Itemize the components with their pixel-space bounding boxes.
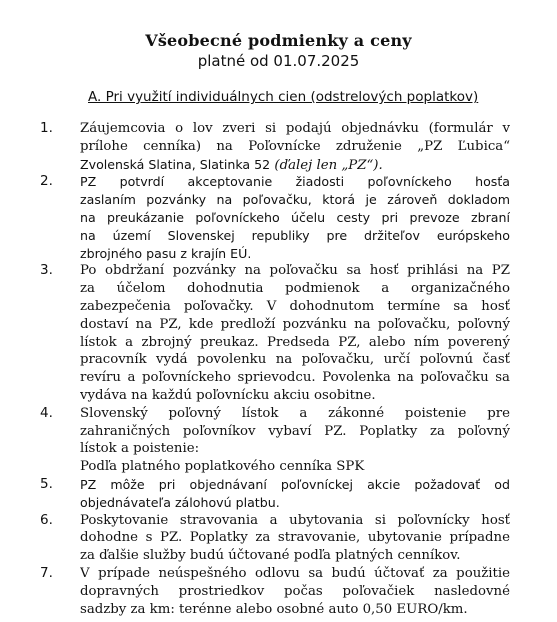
conditions-list bbox=[40, 120, 510, 618]
item-line: objednávateľa zálohovú platbu. bbox=[80, 494, 280, 510]
item-line: PZ potvrdí akceptovanie žiadosti poľovníckeho hosťa bbox=[80, 174, 510, 190]
item-line: pracovník vydá povolenku na poľovačku, určí poľovnú časť bbox=[80, 352, 510, 368]
item-line: prílohe cenníka) na Poľovnícke združenie „PZ Ľubica“ bbox=[80, 138, 510, 154]
item-line: za účelom dohodnutia podmienok a organizačného bbox=[80, 281, 510, 297]
item-line: zbrojného pasu z krajín EÚ. bbox=[80, 245, 252, 261]
document-subtitle: platné od 01.07.2025 bbox=[197, 52, 360, 70]
item-line: Slovenský poľovný lístok a zákonné poistenie pre bbox=[80, 405, 510, 421]
item-line: zahraničných poľovníkov vybaví PZ. Poplatky za poľovný bbox=[80, 423, 510, 439]
document-title: Všeobecné podmienky a ceny bbox=[145, 31, 412, 50]
item-line: revíru a poľovníckeho sprievodcu. Povolenka na poľovačku sa bbox=[80, 370, 510, 386]
item-line: lístok a poistenie: bbox=[80, 441, 200, 457]
item-line: dohodne s PZ. Poplatky za stravovanie, ubytovanie prípadne bbox=[80, 530, 510, 546]
item-number: 6. bbox=[40, 511, 53, 528]
item-line: za ďalšie služby budú účtované podľa platných cenníkov. bbox=[80, 548, 461, 564]
item-number: 3. bbox=[40, 262, 53, 279]
item-line: zabezpečenia poľovačky. V dohodnutom termíne sa hosť bbox=[80, 298, 510, 314]
item-line: zaslaním pozvánky na poľovačku, ktorá je zároveň dokladom bbox=[80, 192, 510, 208]
item-line bbox=[80, 156, 510, 174]
item-line: Poskytovanie stravovania a ubytovania si poľovnícky hosť bbox=[80, 512, 510, 528]
item-number: 5. bbox=[40, 475, 53, 492]
item-line: V prípade neúspešného odlovu sa budú účtovať za použitie bbox=[80, 565, 510, 581]
item-line: vydáva na každú poľovnícku akciu osobitne. bbox=[80, 387, 376, 403]
list-item bbox=[40, 173, 510, 262]
item-line: na preukázanie poľovníckeho účelu cesty pri prevoze zbraní bbox=[80, 209, 510, 225]
list-item bbox=[40, 262, 510, 404]
list-item bbox=[40, 405, 510, 476]
item-line: Záujemcovia o lov zveri si podajú objednávku (formulár v bbox=[80, 121, 510, 136]
list-item bbox=[40, 512, 510, 565]
item-number: 7. bbox=[40, 564, 53, 581]
item-line: PZ môže pri objednávaní poľovníckej akcie požadovať od bbox=[80, 476, 510, 492]
item-number: 2. bbox=[40, 173, 53, 190]
section-heading: A. Pri využití individuálnych cien (odstrelových poplatkov) bbox=[88, 89, 479, 105]
item-line-abbrev: (ďalej len „PZ“). bbox=[274, 157, 383, 173]
item-line: Po obdržaní pozvánky na poľovačku sa hosť prihlási na PZ bbox=[80, 263, 510, 279]
list-item bbox=[40, 476, 510, 512]
item-line: dopravných prostriedkov počas poľovačiek nasledovné bbox=[80, 583, 510, 599]
item-line: dostaví na PZ, kde predloží pozvánku na poľovačku, poľovný bbox=[80, 316, 510, 332]
item-line: na území Slovenskej republiky pre držiteľov európskeho bbox=[80, 227, 510, 243]
item-number: 1. bbox=[40, 120, 53, 136]
list-item bbox=[40, 565, 510, 618]
item-line-address: Zvolenská Slatina, Slatinka 52 bbox=[80, 156, 271, 172]
item-number: 4. bbox=[40, 404, 53, 421]
item-line: sadzby za km: terénne alebo osobné auto 0,50 EURO/km. bbox=[80, 601, 468, 617]
item-line: Podľa platného poplatkového cenníka SPK bbox=[80, 459, 365, 475]
list-item bbox=[40, 120, 510, 173]
item-line: lístok a zbrojný preukaz. Predseda PZ, alebo ním poverený bbox=[80, 334, 510, 350]
